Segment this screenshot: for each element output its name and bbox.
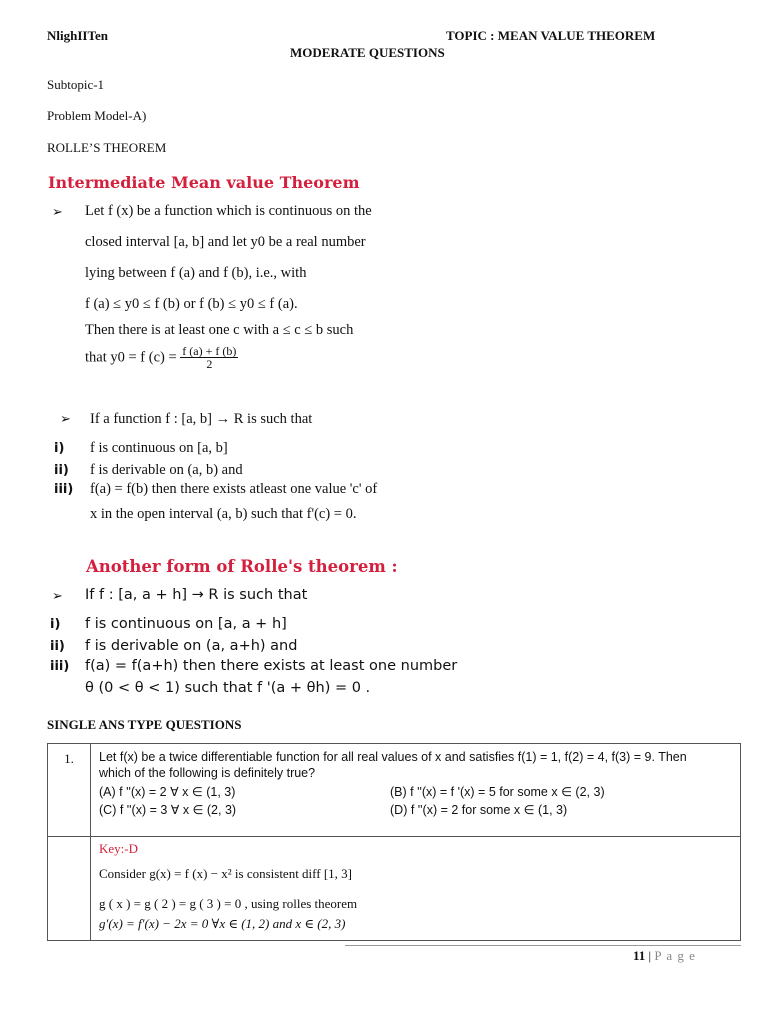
rolle-item-label: i) (54, 441, 65, 456)
answer-line: g′(x) = f′(x) − 2x = 0 ∀x ∈ (1, 2) and x ∈ (2, 3) (99, 916, 346, 931)
ivt-fraction-denominator: 2 (206, 357, 213, 371)
option-d: (D) f ''(x) = 2 for some x ∈ (1, 3) (390, 803, 568, 817)
brand-name: NlighIITen (47, 28, 108, 43)
answer-line: g ( x ) = g ( 2 ) = g ( 3 ) = 0 , using rolles theorem (99, 896, 358, 911)
another-item-text: f is derivable on (a, a+h) and (85, 638, 298, 654)
another-item-text: f(a) = f(a+h) then there exists at least one number (85, 658, 458, 674)
answer-content-cell (91, 837, 741, 941)
ivt-fraction-numerator: f (a) + f (b) (182, 344, 237, 358)
ivt-line-3: lying between f (a) and f (b), i.e., with (85, 265, 307, 281)
page-footer (633, 948, 696, 964)
bullet-arrow-icon: ➢ (52, 204, 63, 219)
another-form-heading: Another form of Rolle's theorem : (86, 557, 398, 576)
question-number-cell (48, 744, 91, 837)
rolle-intro: If a function f : [a, b] → R is such that (90, 411, 313, 427)
rolle-item-text: f(a) = f(b) then there exists atleast one value 'c' of (90, 481, 378, 497)
topic-title: TOPIC : MEAN VALUE THEOREM (446, 28, 656, 43)
rolle-item-label: ii) (54, 463, 69, 478)
page-subtitle: MODERATE QUESTIONS (290, 45, 445, 60)
question-row (48, 744, 741, 837)
another-intro: If f : [a, a + h] → R is such that (85, 587, 308, 603)
options-row (99, 802, 732, 817)
page-label: P a g e (654, 948, 696, 963)
rolle-continuation: x in the open interval (a, b) such that f'(c) = 0. (90, 506, 357, 522)
ivt-heading: Intermediate Mean value Theorem (48, 173, 360, 192)
question-text: which of the following is definitely true? (99, 766, 316, 780)
another-item-text: f is continuous on [a, a + h] (85, 616, 287, 632)
answer-row (48, 837, 741, 941)
bullet-arrow-icon: ➢ (52, 588, 63, 603)
another-continuation: θ (0 < θ < 1) such that f '(a + θh) = 0 . (85, 680, 371, 696)
another-item-label: ii) (50, 639, 65, 654)
option-a: (A) f ''(x) = 2 ∀ x ∈ (1, 3) (99, 785, 236, 799)
rolle-item-label: iii) (54, 482, 74, 497)
section-title: SINGLE ANS TYPE QUESTIONS (47, 717, 242, 732)
another-item-label: iii) (50, 659, 70, 674)
answer-number-cell (48, 837, 91, 941)
ivt-line-5: Then there is at least one c with a ≤ c ≤ b such (85, 322, 354, 338)
bullet-arrow-icon: ➢ (60, 411, 71, 426)
question-content-cell (91, 744, 741, 837)
option-b: (B) f ''(x) = f '(x) = 5 for some x ∈ (2, 3) (390, 785, 605, 799)
ivt-line-2: closed interval [a, b] and let y0 be a real number (85, 234, 366, 250)
another-item-label: i) (50, 617, 61, 632)
question-number: 1. (64, 751, 74, 766)
rolle-item-text: f is derivable on (a, b) and (90, 462, 243, 478)
option-c: (C) f ''(x) = 3 ∀ x ∈ (2, 3) (99, 803, 237, 817)
ivt-line-1: Let f (x) be a function which is continuous on the (85, 203, 372, 219)
ivt-fraction (180, 345, 238, 370)
ivt-line-4: f (a) ≤ y0 ≤ f (b) or f (b) ≤ y0 ≤ f (a). (85, 296, 298, 312)
rolle-item-text: f is continuous on [a, b] (90, 440, 228, 456)
footer-divider (345, 945, 741, 946)
question-text: Let f(x) be a twice differentiable function for all real values of x and satisfies f(1) = 1, f(2) = 4, f(3) = 9. Then (99, 750, 687, 764)
page-separator: | (648, 948, 652, 963)
problem-model-label: Problem Model-A) (47, 108, 147, 123)
options-row (99, 784, 732, 799)
answer-key: Key:-D (99, 841, 138, 856)
ivt-line-6-text: that y0 = f (c) = (85, 349, 177, 366)
theorem-label: ROLLE’S THEOREM (47, 140, 167, 155)
page-number: 11 (633, 948, 646, 963)
ivt-line-6 (85, 345, 238, 370)
subtopic-label: Subtopic-1 (47, 77, 105, 92)
question-table (47, 743, 741, 941)
answer-line: Consider g(x) = f (x) − x² is consistent diff [1, 3] (99, 866, 353, 881)
